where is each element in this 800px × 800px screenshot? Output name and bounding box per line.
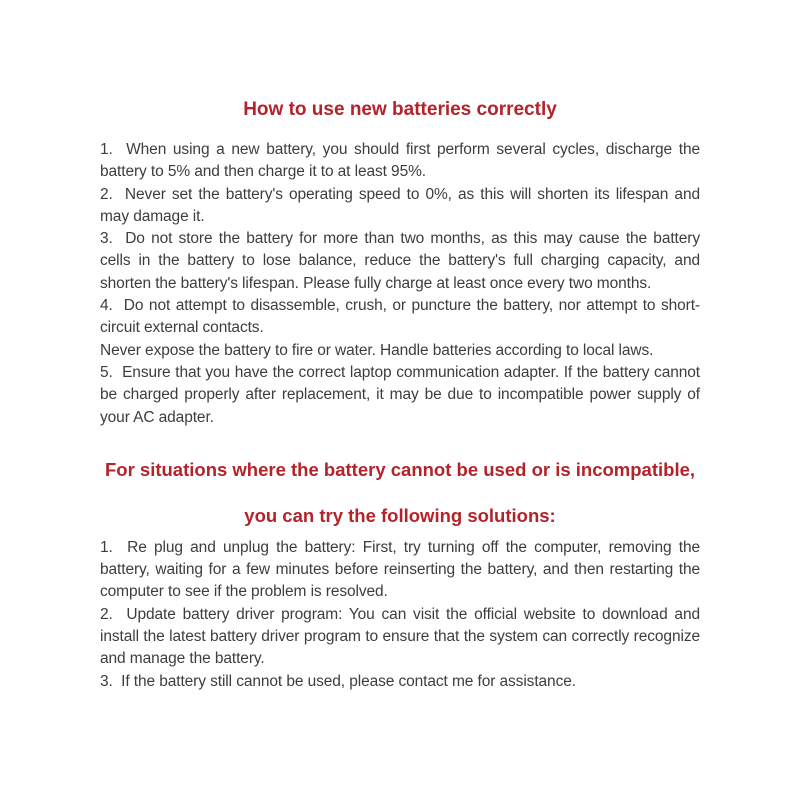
section2-title-line1: For situations where the battery cannot be used or is incompatible, [104, 458, 696, 480]
instruction-item-5: 5. Ensure that you have the correct laptop communication adapter. If the battery cannot be charged properly after replacement, it may be due to incompatible power supply of your AC adapter. [100, 363, 705, 426]
section2-title-line2: you can try the following solutions: [244, 504, 556, 526]
section1-title: How to use new batteries correctly [243, 99, 557, 120]
instruction-item-1: 1. When using a new battery, you should first perform several cycles, discharge the battery to 5% and then charge it to at least 95%. [100, 141, 705, 181]
instruction-item-4: 4. Do not attempt to disassemble, crush, or puncture the battery, nor attempt to short-circuit external contacts. [100, 297, 700, 337]
instruction-item-3: 3. Do not store the battery for more than two months, as this may cause the battery cells in the battery to lose balance, reduce the battery's full charging capacity, and shorten the battery's lifespan. Please fully charge at least once every two months. [100, 230, 705, 292]
document-page [100, 0, 705, 693]
solution-item-2: 2. Update battery driver program: You can visit the official website to download and install the latest battery driver program to ensure that the system can correctly recognize and manage the battery. [100, 605, 705, 668]
instruction-item-4-note: Never expose the battery to fire or water. Handle batteries according to local laws. [100, 341, 654, 359]
instruction-item-2: 2. Never set the battery's operating speed to 0%, as this will shorten its lifespan and may damage it. [100, 185, 705, 225]
solution-item-1: 1. Re plug and unplug the battery: First, try turning off the computer, removing the battery, waiting for a few minutes before reinserting the battery, and then restarting the computer to see if the problem is resolved. [100, 538, 705, 601]
section2-solution-list [100, 537, 705, 693]
section1-instruction-list [100, 139, 705, 429]
solution-item-3: 3. If the battery still cannot be used, please contact me for assistance. [100, 672, 576, 690]
